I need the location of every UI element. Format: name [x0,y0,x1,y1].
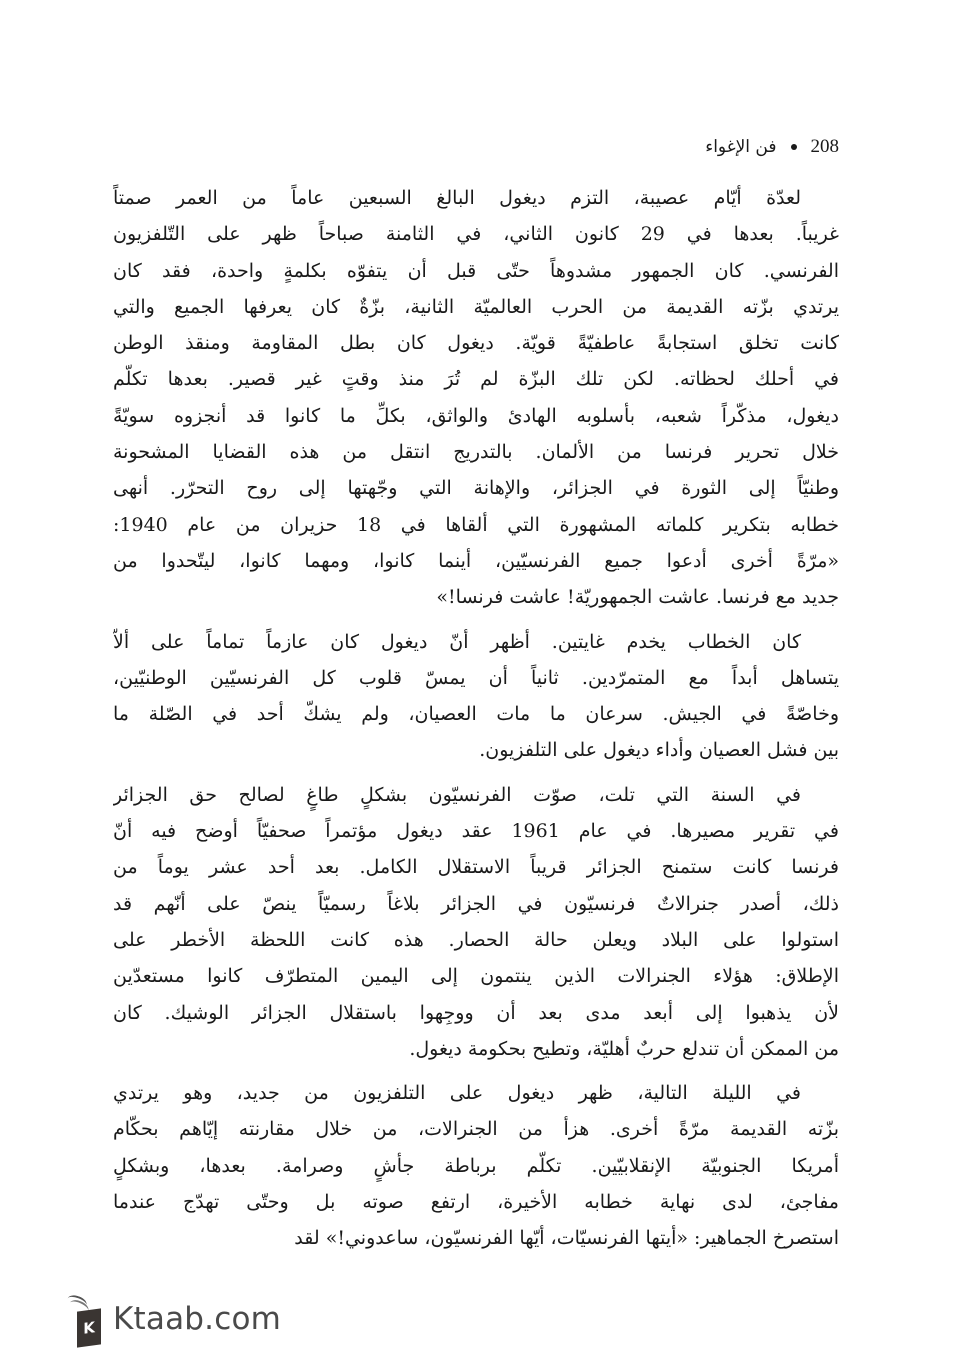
paragraph [113,180,839,616]
text-line: بزّته القديمة مرّةً أخرى. هزأ من الجنرالات، من خلال مقارنته إيّاهم بحكّام [113,1118,839,1141]
text-line: جديد مع فرنسا. عاشت الجمهوريّة! عاشت فرنسا!» [436,586,839,609]
text-line: من الممكن أن تندلع حربٌ أهليّة، وتطيح بحكومة ديغول. [409,1037,839,1060]
text-line: غريباً. بعدها في 29 كانون الثاني، في الثامنة صباحاً ظهر على التّلفزيون [113,223,839,246]
watermark [55,1290,281,1348]
running-header [705,136,839,158]
book-title: فن الإغواء [705,137,777,157]
text-line: ذلك، أصدر جنرالاتٌ فرنسيّون في الجزائر بلاغاً رسميّاً ينصّ على أنّهم قد [113,892,839,915]
text-line: يرتدي بزّته القديمة من الحرب العالميّة الثانية، بزّةٌ كان يعرفها الجميع والتي [113,295,839,318]
paragraph [113,1075,839,1256]
text-line: مفاجئ، لدى نهاية خطابه الأخيرة، ارتفع صوته بل وحتّى تهدّج عندما [113,1191,839,1214]
text-line: في تقرير مصيرها. في عام 1961 عقد ديغول مؤتمراً صحفيّاً أوضح فيه أنّ [113,820,839,843]
paragraph [113,624,839,769]
text-line: في السنة التي تلت، صوّت الفرنسيّون بشكلٍ طاغٍ لصالح حق الجزائر [113,783,801,806]
text-line: استولوا على البلاد ويعلن حالة الحصار. هذه كانت اللحظة الأخطر على [113,928,839,951]
text-line: فرنسا كانت ستمنح الجزائر قريباً الاستقلال الكامل. بعد أحد عشر يوماً من [113,856,839,879]
text-line: بين فشل العصيان وأداء ديغول على التلفزيون. [479,739,839,762]
bullet-separator-icon [791,144,797,150]
text-line: في الليلة التالية، ظهر ديغول على التلفزيون من جديد، وهو يرتدي [113,1082,801,1105]
page-body [113,180,839,1265]
text-line: استصرخ الجماهير: «أيتها الفرنسيّات، أيّها الفرنسيّون، ساعدوني!» لقد [294,1227,839,1250]
text-line: خطابه بتكرير كلماته المشهورة التي ألقاها في 18 حزيران من عام 1940: [113,513,839,536]
page-number: 208 [810,136,839,157]
text-line: الفرنسي. كان الجمهور مشدوهاً حتّى قبل أن يتفوّه بكلمةٍ واحدة، فقد كان [113,259,839,282]
text-line: كان الخطاب يخدم غايتين. أظهر أنّ ديغول كان عازماً تماماً على ألاّ [113,630,801,653]
text-line: وخاصّةً في الجيش. سرعان ما مات العصيان، ولم يشكّ أحد في الصّلة ما [113,703,839,726]
text-line: أمريكا الجنوبيّة الإنقلابيّين. تكلّم برباطة جأشٍ وصرامة. بعدها، وبشكلٍ [113,1154,839,1177]
text-line: لعدّة أيّام عصيبة، التزم ديغول البالغ السبعين عاماً من العمر صمتاً [113,187,801,209]
book-logo-icon [55,1290,103,1348]
text-line: «مرّةً أخرى أدعوا جميع الفرنسيّين، أينما كانوا، ومهما كانوا، ليتّحدوا من [113,549,839,572]
text-line: ديغول، مذكّراً شعبه، بأسلوبه الهادئ والواثق، بكلِّ ما كانوا قد أنجزوه سويّةً [113,404,839,427]
text-line: يتساهل أبداً مع المتمرّدين. ثانياً أن يمسّ قلوب كل الفرنسيّين الوطنيّين، [113,666,839,689]
text-line: في أحلك لحظاته. لكن تلك البزّة لم تُرَ منذ وقتٍ غير قصير. بعدها تكلّم [113,368,839,391]
text-line: كانت تخلق استجابةً عاطفيّةً قويّة. ديغول كان بطل المقاومة ومنقذ الوطن [113,332,839,355]
text-line: الإطلاق: هؤلاء الجنرالات الذين ينتمون إلى اليمين المتطرّف كانوا مستعدّين [113,965,839,988]
logo-letter: K [77,1308,101,1347]
text-line: وطنيّاً إلى الثورة في الجزائر، والإهانة التي وجّهتها إلى روح التحرّر. أنهى [113,477,839,500]
brand-name: Ktaab.com [113,1301,282,1337]
text-line: خلال تحرير فرنسا من الألمان. بالتدريج انتقل من هذه القضايا المشحونة [113,441,839,464]
paragraph [113,777,839,1067]
text-line: لأن يذهبوا إلى أبعد مدى بعد أن ووجِهوا باستقلال الجزائر الوشيك. كان [113,1001,839,1024]
